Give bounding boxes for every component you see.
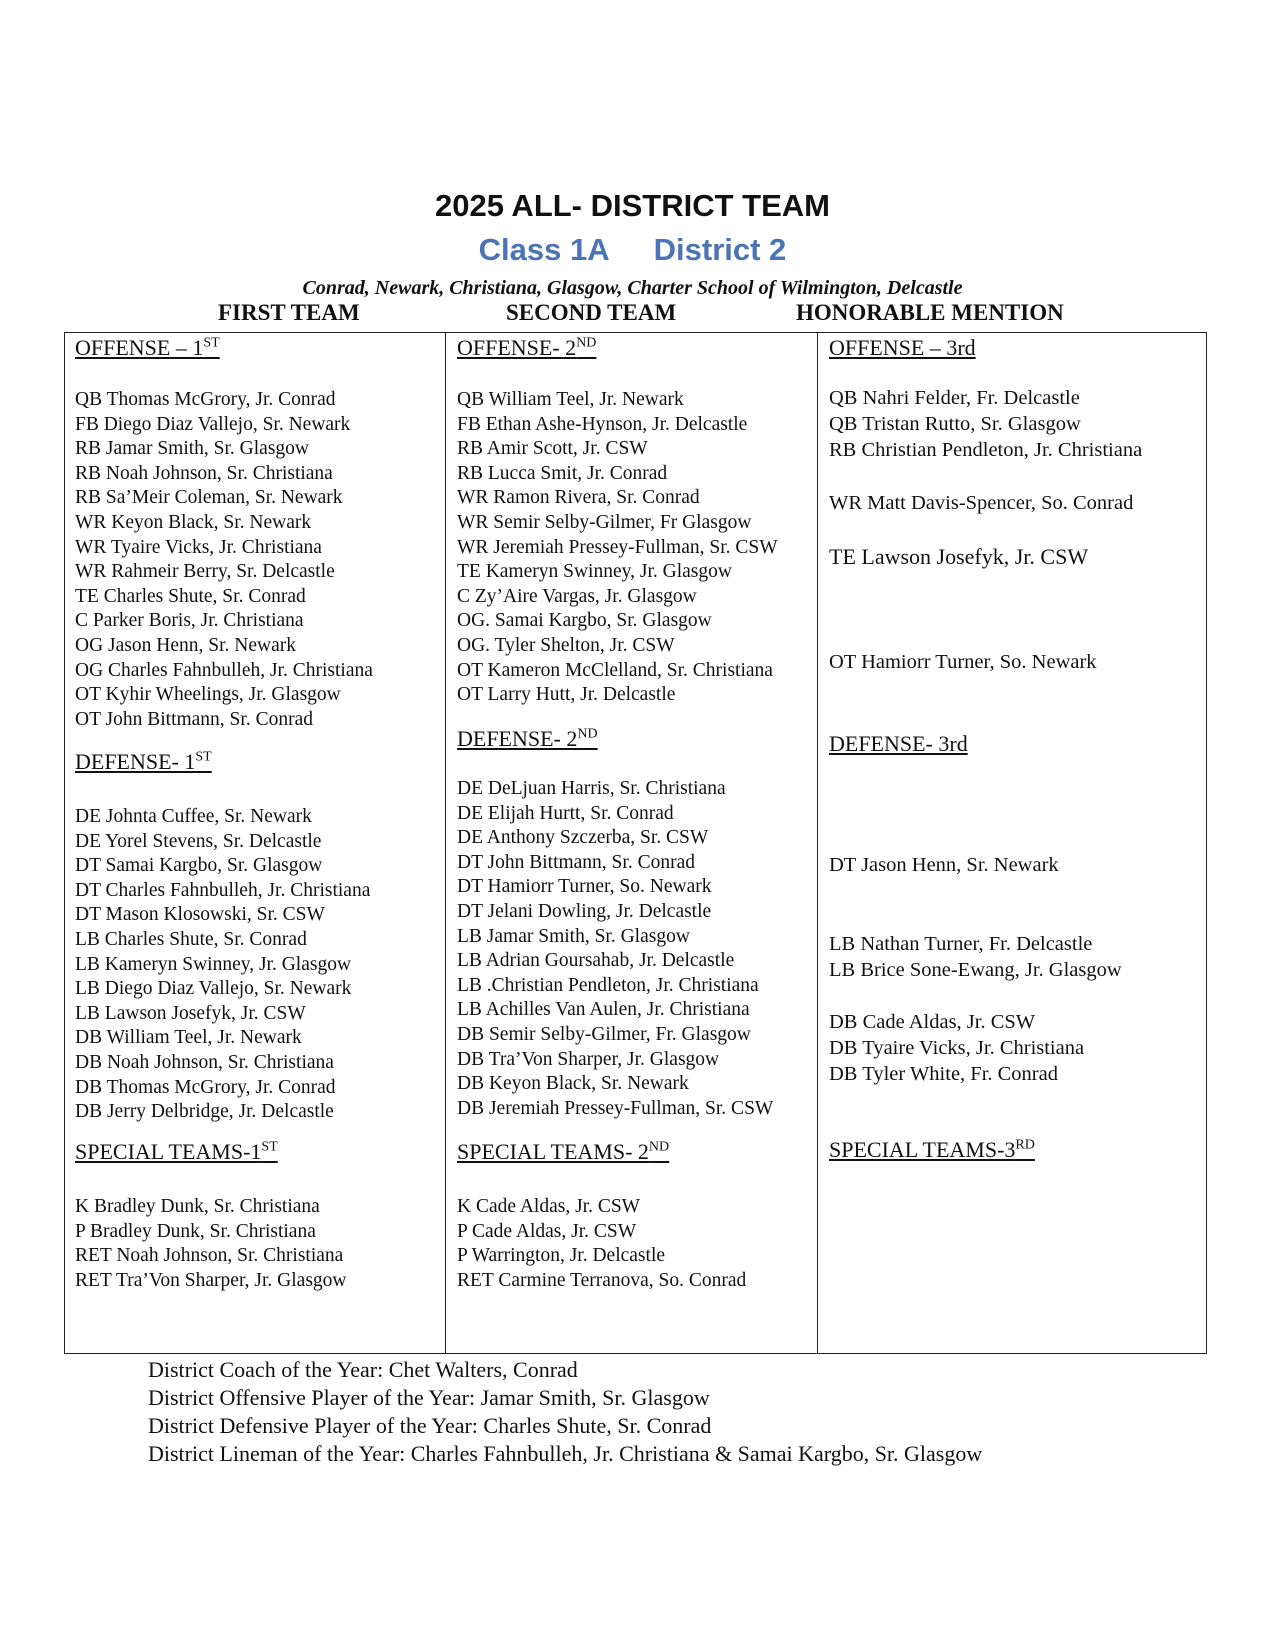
list-item: TE Charles Shute, Sr. Conrad — [75, 585, 306, 607]
list-item: DT Jelani Dowling, Jr. Delcastle — [457, 900, 712, 922]
list-item: DE DeLjuan Harris, Sr. Christiana — [457, 778, 726, 799]
list-item: RB Noah Johnson, Sr. Christiana — [75, 462, 333, 484]
list-item: LB Jamar Smith, Sr. Glasgow — [457, 925, 690, 947]
column-divider — [445, 333, 446, 1353]
list-item: LB Lawson Josefyk, Jr. CSW — [75, 1002, 306, 1024]
second-defense-heading: DEFENSE- 2ND — [457, 726, 598, 751]
list-item: RB Christian Pendleton, Jr. Christiana — [829, 439, 1143, 461]
list-item: FB Diego Diaz Vallejo, Sr. Newark — [75, 413, 351, 435]
list-item: OT Hamiorr Turner, So. Newark — [829, 651, 1097, 673]
list-item: OT John Bittmann, Sr. Conrad — [75, 708, 313, 730]
list-item: C Zy’Aire Vargas, Jr. Glasgow — [457, 585, 697, 607]
list-item: WR Ramon Rivera, Sr. Conrad — [457, 487, 700, 509]
list-item: RB Sa’Meir Coleman, Sr. Newark — [75, 487, 343, 509]
first-defense-heading: DEFENSE- 1ST — [75, 749, 212, 774]
list-item: DB Semir Selby-Gilmer, Fr. Glasgow — [457, 1023, 751, 1045]
list-item: TE Lawson Josefyk, Jr. CSW — [829, 544, 1089, 569]
list-item: P Bradley Dunk, Sr. Christiana — [75, 1220, 316, 1242]
list-item: FB Ethan Ashe-Hynson, Jr. Delcastle — [457, 413, 748, 435]
page-title: 2025 ALL- DISTRICT TEAM — [435, 188, 830, 223]
list-item: DB Tyler White, Fr. Conrad — [829, 1063, 1058, 1085]
coach-of-year: District Coach of the Year: Chet Walters, Conrad — [148, 1357, 578, 1382]
honorable-defense-heading: DEFENSE- 3rd — [829, 731, 968, 756]
list-item: LB Adrian Goursahab, Jr. Delcastle — [457, 950, 735, 972]
list-item: DE Yorel Stevens, Sr. Delcastle — [75, 830, 322, 852]
list-item: RB Amir Scott, Jr. CSW — [457, 438, 648, 460]
list-item: WR Keyon Black, Sr. Newark — [75, 511, 312, 533]
list-item: P Cade Aldas, Jr. CSW — [457, 1220, 637, 1242]
list-item: WR Matt Davis-Spencer, So. Conrad — [829, 492, 1134, 514]
list-item: OT Larry Hutt, Jr. Delcastle — [457, 684, 676, 706]
list-item: TE Kameryn Swinney, Jr. Glasgow — [457, 561, 732, 583]
list-item: DT Mason Klosowski, Sr. CSW — [75, 904, 325, 926]
district-awards — [148, 1356, 982, 1468]
list-item: DB Cade Aldas, Jr. CSW — [829, 1011, 1036, 1033]
list-item: QB William Teel, Jr. Newark — [457, 389, 684, 410]
honorable-special-heading: SPECIAL TEAMS-3RD — [829, 1137, 1035, 1162]
second-offense-heading: OFFENSE- 2ND — [457, 335, 597, 360]
first-defense-list — [75, 805, 370, 1125]
list-item: RB Jamar Smith, Sr. Glasgow — [75, 438, 310, 460]
team-table — [64, 332, 1207, 1354]
list-item: OT Kyhir Wheelings, Jr. Glasgow — [75, 684, 341, 706]
honorable-mention-header: HONORABLE MENTION — [796, 300, 1064, 325]
list-item: QB Thomas McGrory, Jr. Conrad — [75, 389, 336, 410]
honorable-offense-list — [829, 385, 1142, 463]
list-item: DB Noah Johnson, Sr. Christiana — [75, 1051, 334, 1073]
list-item: WR Rahmeir Berry, Sr. Delcastle — [75, 561, 335, 583]
second-special-list — [457, 1195, 746, 1293]
list-item: RB Lucca Smit, Jr. Conrad — [457, 462, 668, 484]
list-item: RET Carmine Terranova, So. Conrad — [457, 1269, 747, 1291]
list-item: OG Jason Henn, Sr. Newark — [75, 634, 296, 656]
list-item: DB Keyon Black, Sr. Newark — [457, 1073, 689, 1095]
honorable-lb-list — [829, 931, 1122, 983]
list-item: DB Jerry Delbridge, Jr. Delcastle — [75, 1101, 334, 1123]
list-item: C Parker Boris, Jr. Christiana — [75, 610, 304, 632]
list-item: DE Elijah Hurtt, Sr. Conrad — [457, 802, 674, 824]
list-item: LB Kameryn Swinney, Jr. Glasgow — [75, 953, 352, 975]
column-divider — [817, 333, 818, 1353]
schools-list: Conrad, Newark, Christiana, Glasgow, Charter School of Wilmington, Delcastle — [302, 277, 963, 299]
list-item: OG. Tyler Shelton, Jr. CSW — [457, 634, 675, 656]
list-item: DT Charles Fahnbulleh, Jr. Christiana — [75, 879, 371, 901]
list-item: OG Charles Fahnbulleh, Jr. Christiana — [75, 659, 373, 681]
first-offense-list — [75, 388, 373, 732]
second-defense-list — [457, 777, 773, 1121]
list-item: LB .Christian Pendleton, Jr. Christiana — [457, 974, 759, 996]
list-item: DB Jeremiah Pressey-Fullman, Sr. CSW — [457, 1097, 774, 1119]
second-offense-list — [457, 388, 778, 708]
list-item: DT John Bittmann, Sr. Conrad — [457, 851, 695, 873]
list-item: DB Thomas McGrory, Jr. Conrad — [75, 1076, 336, 1098]
second-special-heading: SPECIAL TEAMS- 2ND — [457, 1139, 670, 1164]
list-item: LB Brice Sone-Ewang, Jr. Glasgow — [829, 959, 1122, 981]
first-offense-heading: OFFENSE – 1ST — [75, 335, 220, 360]
defensive-player-of-year: District Defensive Player of the Year: Charles Shute, Sr. Conrad — [148, 1413, 712, 1438]
list-item: K Cade Aldas, Jr. CSW — [457, 1196, 641, 1217]
list-item: QB Nahri Felder, Fr. Delcastle — [829, 387, 1080, 409]
list-item: DB Tra’Von Sharper, Jr. Glasgow — [457, 1048, 720, 1070]
list-item: DB William Teel, Jr. Newark — [75, 1027, 302, 1049]
first-special-list — [75, 1195, 347, 1293]
list-item: DE Anthony Szczerba, Sr. CSW — [457, 827, 709, 849]
honorable-db-list — [829, 1009, 1084, 1087]
class-district-subtitle — [0, 232, 1265, 268]
second-team-header: SECOND TEAM — [506, 300, 677, 325]
list-item: DT Hamiorr Turner, So. Newark — [457, 876, 712, 898]
list-item: DT Samai Kargbo, Sr. Glasgow — [75, 855, 323, 877]
list-item: DE Johnta Cuffee, Sr. Newark — [75, 806, 312, 827]
list-item: RET Tra’Von Sharper, Jr. Glasgow — [75, 1269, 347, 1291]
list-item: LB Diego Diaz Vallejo, Sr. Newark — [75, 978, 352, 1000]
list-item: OG. Samai Kargbo, Sr. Glasgow — [457, 610, 712, 632]
first-special-heading: SPECIAL TEAMS-1ST — [75, 1139, 278, 1164]
list-item: P Warrington, Jr. Delcastle — [457, 1245, 666, 1267]
list-item: LB Charles Shute, Sr. Conrad — [75, 928, 307, 950]
list-item: LB Achilles Van Aulen, Jr. Christiana — [457, 999, 750, 1021]
list-item: LB Nathan Turner, Fr. Delcastle — [829, 933, 1093, 955]
honorable-offense-heading: OFFENSE – 3rd — [829, 335, 976, 360]
first-team-header: FIRST TEAM — [218, 300, 360, 325]
list-item: OT Kameron McClelland, Sr. Christiana — [457, 659, 773, 681]
list-item: DB Tyaire Vicks, Jr. Christiana — [829, 1037, 1085, 1059]
list-item: WR Semir Selby-Gilmer, Fr Glasgow — [457, 511, 752, 533]
offensive-player-of-year: District Offensive Player of the Year: Jamar Smith, Sr. Glasgow — [148, 1385, 710, 1410]
list-item: WR Tyaire Vicks, Jr. Christiana — [75, 536, 322, 558]
class-label: Class 1A — [478, 232, 610, 267]
list-item: WR Jeremiah Pressey-Fullman, Sr. CSW — [457, 536, 778, 558]
lineman-of-year: District Lineman of the Year: Charles Fahnbulleh, Jr. Christiana & Samai Kargbo, Sr. Glasgow — [148, 1441, 983, 1466]
list-item: QB Tristan Rutto, Sr. Glasgow — [829, 413, 1081, 435]
list-item: DT Jason Henn, Sr. Newark — [829, 854, 1059, 876]
list-item: RET Noah Johnson, Sr. Christiana — [75, 1245, 344, 1267]
district-label: District 2 — [653, 232, 787, 267]
list-item: K Bradley Dunk, Sr. Christiana — [75, 1196, 320, 1217]
